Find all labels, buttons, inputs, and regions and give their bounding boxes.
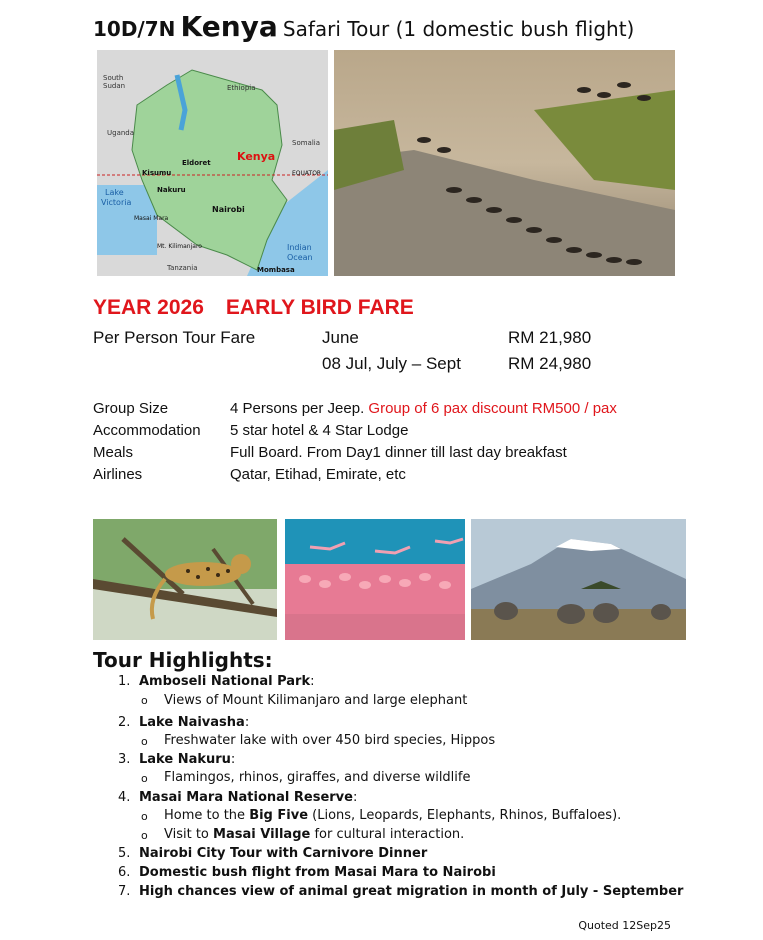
list-item: Lake Naivasha: [139, 715, 250, 730]
masai-village: Masai Village [213, 827, 311, 842]
svg-text:Lake: Lake [105, 188, 124, 197]
svg-text:Tanzania: Tanzania [167, 264, 198, 272]
list-number: 5. [118, 846, 131, 861]
detail-value: Qatar, Etihad, Emirate, etc [230, 466, 406, 483]
detail-label: Airlines [93, 466, 143, 483]
fare-year: YEAR 2026 [93, 296, 204, 319]
list-item [139, 846, 427, 861]
flamingo-photo [285, 519, 465, 640]
detail-label: Accommodation [93, 422, 201, 439]
svg-text:Eldoret: Eldoret [182, 159, 211, 167]
svg-text:Uganda: Uganda [107, 129, 135, 137]
svg-text:Ethiopia: Ethiopia [227, 84, 256, 92]
list-item: Masai Mara National Reserve: [139, 790, 358, 805]
sub-item: Freshwater lake with over 450 bird species, Hippos [164, 733, 496, 748]
bullet-icon: o [141, 829, 148, 842]
detail-label: Group Size [93, 400, 169, 417]
bullet-icon: o [141, 694, 148, 707]
list-item: Amboseli National Park: [139, 674, 315, 689]
svg-text:Kisumu: Kisumu [142, 169, 172, 177]
svg-text:Mombasa: Mombasa [257, 266, 295, 274]
bullet-icon: o [141, 772, 148, 785]
highlights-title: Tour Highlights: [93, 648, 273, 672]
highlight-name: Nairobi City Tour with Carnivore Dinner [139, 846, 428, 861]
sub-item: Flamingos, rhinos, giraffes, and diverse wildlife [164, 770, 471, 785]
svg-text:Indian: Indian [287, 243, 312, 252]
kilimanjaro-photo [471, 519, 686, 640]
kenya-map [97, 50, 328, 276]
fare-label: Per Person Tour Fare [93, 328, 256, 347]
list-item [139, 884, 683, 899]
svg-text:Victoria: Victoria [101, 198, 132, 207]
highlight-name: High chances view of animal great migration in month of July - September [139, 884, 684, 899]
bullet-icon: o [141, 810, 148, 823]
svg-text:Somalia: Somalia [292, 139, 321, 147]
big-five: Big Five [249, 808, 309, 823]
fare-price: RM 24,980 [508, 354, 592, 373]
detail-value: 5 star hotel & 4 Star Lodge [230, 422, 409, 439]
title-subtitle: Safari Tour (1 domestic bush flight) [282, 17, 635, 41]
bullet-icon: o [141, 735, 148, 748]
list-number: 4. [118, 790, 131, 805]
discount-note: Group of 6 pax discount RM500 / pax [368, 400, 617, 417]
sub-item: Views of Mount Kilimanjaro and large elephant [164, 693, 468, 708]
svg-text:Ocean: Ocean [287, 253, 313, 262]
detail-value: Full Board. From Day1 dinner till last day breakfast [230, 444, 567, 461]
quote-date: Quoted 12Sep25 [578, 919, 671, 932]
list-number: 3. [118, 752, 131, 767]
highlight-name: Domestic bush flight from Masai Mara to Nairobi [139, 865, 496, 880]
svg-text:Kenya: Kenya [237, 150, 276, 163]
migration-photo [334, 50, 675, 276]
fare-period: 08 Jul, July – Sept [322, 354, 461, 373]
sub-item: Visit to Masai Village for cultural interaction. [164, 827, 465, 842]
highlight-name: Lake Naivasha [139, 715, 245, 730]
page-title [93, 10, 634, 43]
svg-text:Sudan: Sudan [103, 82, 126, 90]
leopard-photo [93, 519, 277, 640]
list-number: 7. [118, 884, 131, 899]
sub-item: Home to the Big Five (Lions, Leopards, Elephants, Rhinos, Buffaloes). [164, 808, 622, 823]
list-item: Lake Nakuru: [139, 752, 236, 767]
fare-period: June [322, 328, 359, 347]
detail-label: Meals [93, 444, 134, 461]
list-number: 1. [118, 674, 131, 689]
highlight-name: Amboseli National Park [139, 674, 311, 689]
fare-offer: EARLY BIRD FARE [225, 296, 414, 319]
svg-text:EQUATOR: EQUATOR [292, 170, 322, 177]
svg-text:Mt. Kilimanjaro: Mt. Kilimanjaro [157, 243, 202, 250]
highlight-name: Lake Nakuru [139, 752, 231, 767]
detail-value-text: 4 Persons per Jeep. [230, 400, 365, 417]
svg-text:Nakuru: Nakuru [157, 186, 186, 194]
list-number: 2. [118, 715, 131, 730]
title-duration: 10D/7N [93, 17, 176, 41]
highlight-name: Masai Mara National Reserve [139, 790, 353, 805]
svg-text:Nairobi: Nairobi [212, 205, 245, 214]
fare-price: RM 21,980 [508, 328, 592, 347]
fare-heading [93, 296, 414, 320]
list-number: 6. [118, 865, 131, 880]
list-item [139, 865, 496, 880]
detail-value [230, 400, 617, 417]
title-country: Kenya [180, 10, 278, 43]
svg-text:Masai Mara: Masai Mara [134, 215, 169, 222]
svg-text:South: South [103, 74, 124, 82]
